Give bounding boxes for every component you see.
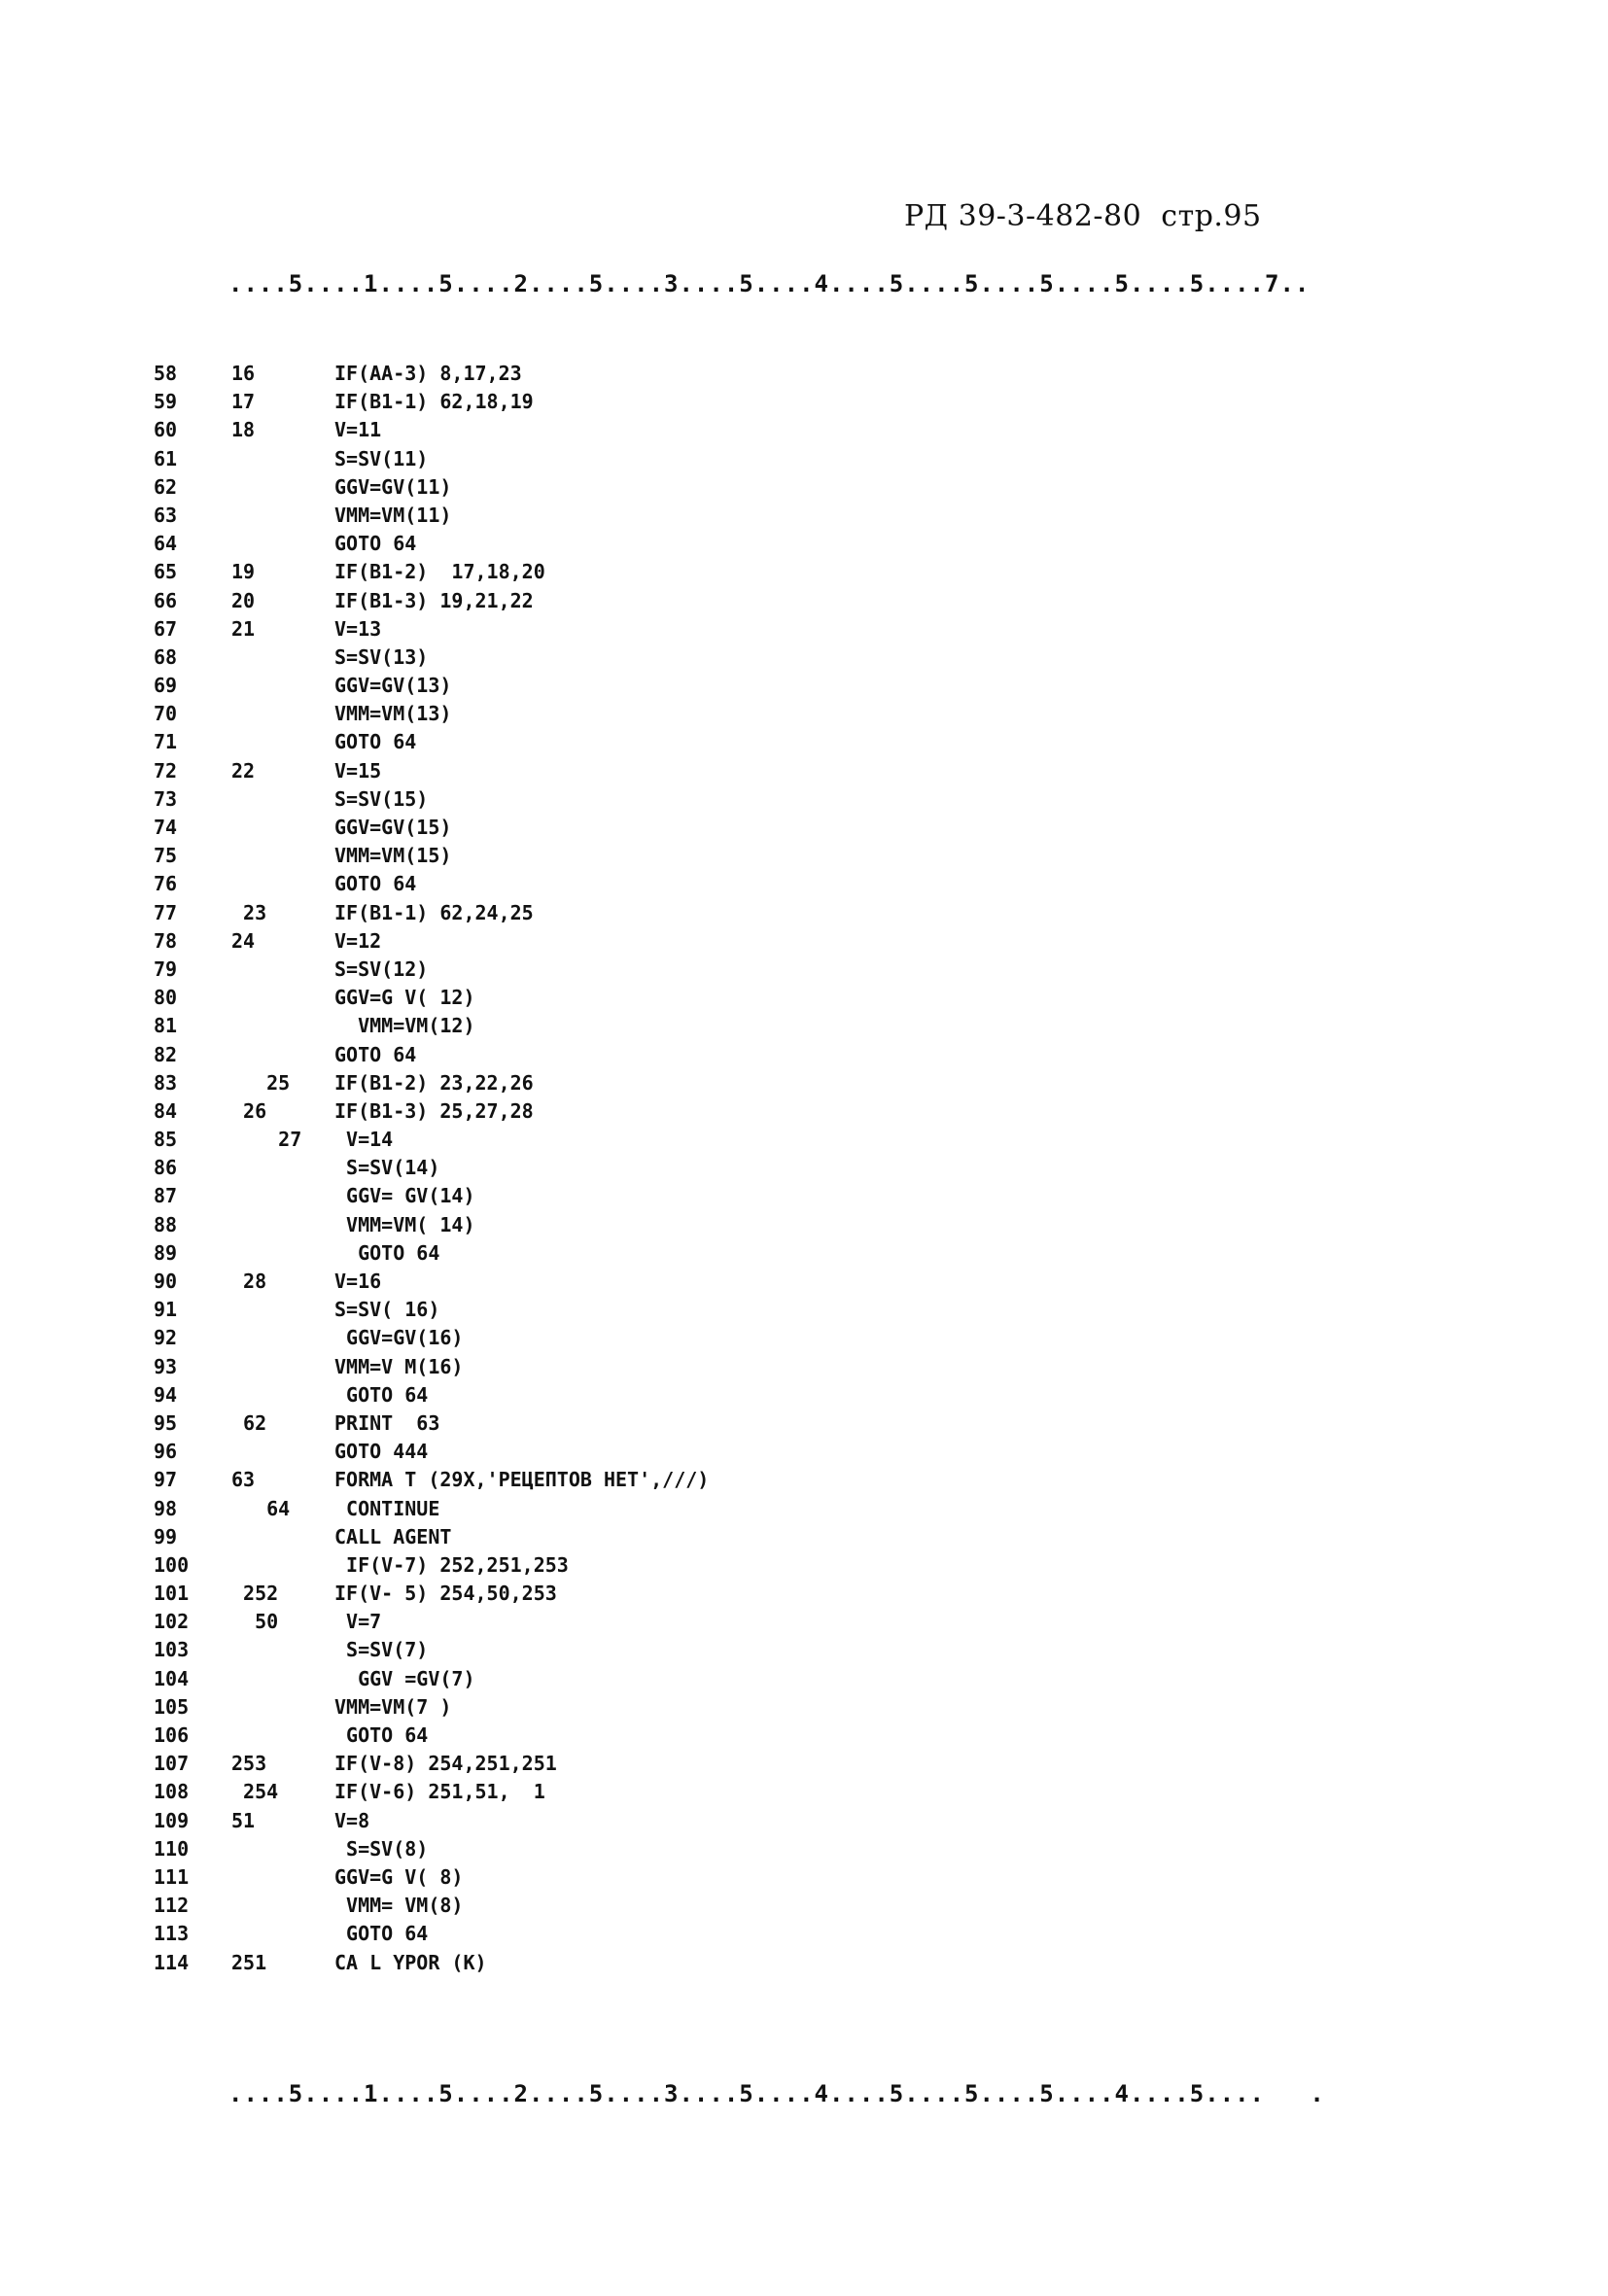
line-number: 78 (154, 928, 178, 953)
line-number: 68 (154, 644, 178, 669)
line-number: 77 (154, 900, 178, 924)
line-number: 59 (154, 390, 178, 414)
statement-label: 63 (231, 1468, 256, 1492)
statement-code: GOTO 64 (334, 1922, 429, 1946)
statement-label: 252 (231, 1582, 279, 1606)
line-number: 76 (154, 872, 178, 896)
statement-label: 51 (231, 1808, 256, 1832)
statement-code: V=15 (334, 758, 382, 783)
statement-code: VMM=VM(12) (334, 1014, 475, 1038)
statement-code: V=14 (334, 1128, 394, 1152)
statement-code: VMM=VM( 14) (334, 1212, 475, 1236)
statement-code: S=SV(14) (334, 1156, 440, 1180)
line-number: 66 (154, 588, 178, 612)
statement-label: 19 (231, 560, 256, 584)
line-number: 112 (154, 1894, 190, 1918)
line-number: 104 (154, 1666, 190, 1690)
line-number: 67 (154, 616, 178, 641)
statement-code: GGV=GV(13) (334, 674, 452, 698)
statement-code: VMM=VM(7 ) (334, 1694, 452, 1719)
line-number: 101 (154, 1582, 190, 1606)
line-number: 109 (154, 1808, 190, 1832)
statement-label: 253 (231, 1752, 267, 1776)
column-ruler-top: ....5....1....5....2....5....3....5....4....5....5....5....5....5....7.. (228, 270, 1311, 297)
line-number: 79 (154, 957, 178, 981)
statement-code: GOTO 64 (334, 532, 417, 556)
statement-label: 16 (231, 362, 256, 385)
line-number: 96 (154, 1440, 178, 1464)
line-number: 72 (154, 758, 178, 783)
statement-code: GGV=G V( 12) (334, 986, 475, 1010)
statement-code: GGV =GV(7) (334, 1666, 475, 1690)
line-number: 99 (154, 1524, 178, 1548)
line-number: 103 (154, 1638, 190, 1662)
statement-code: V=13 (334, 616, 382, 641)
line-number: 85 (154, 1128, 178, 1152)
line-number: 92 (154, 1326, 178, 1350)
line-number: 111 (154, 1864, 190, 1889)
statement-code: IF(V-6) 251,51, 1 (334, 1780, 545, 1804)
statement-label: 17 (231, 390, 256, 414)
page-header (904, 199, 1262, 233)
statement-code: IF(B1-3) 19,21,22 (334, 588, 534, 612)
statement-label: 251 (231, 1950, 267, 1974)
line-number: 89 (154, 1240, 178, 1265)
statement-code: S=SV(15) (334, 786, 429, 811)
statement-label: 20 (231, 588, 256, 612)
statement-code: V=16 (334, 1270, 382, 1293)
line-number: 95 (154, 1410, 178, 1435)
line-number: 110 (154, 1836, 190, 1861)
statement-label: 21 (231, 616, 256, 641)
line-number: 61 (154, 446, 178, 470)
line-number: 84 (154, 1098, 178, 1123)
statement-code: S=SV(12) (334, 957, 429, 981)
line-number: 105 (154, 1694, 190, 1719)
statement-label: 28 (231, 1270, 267, 1293)
statement-code: GOTO 444 (334, 1440, 429, 1464)
statement-code: GGV=GV(15) (334, 816, 452, 839)
statement-code: GGV=GV(11) (334, 474, 452, 499)
statement-code: IF(B1-2) 17,18,20 (334, 560, 545, 584)
line-number: 83 (154, 1070, 178, 1095)
line-number: 87 (154, 1184, 178, 1208)
line-number: 88 (154, 1212, 178, 1236)
statement-code: VMM=VM(11) (334, 503, 452, 527)
line-number: 94 (154, 1382, 178, 1407)
line-number: 65 (154, 560, 178, 584)
statement-code: IF(B1-1) 62,24,25 (334, 900, 534, 924)
line-number: 100 (154, 1552, 190, 1577)
line-number: 97 (154, 1468, 178, 1492)
statement-label: 64 (231, 1496, 291, 1520)
statement-code: IF(V-7) 252,251,253 (334, 1552, 569, 1577)
line-number: 81 (154, 1014, 178, 1038)
document-reference: РД 39-3-482-80 (904, 199, 1142, 233)
line-number: 64 (154, 532, 178, 556)
line-number: 71 (154, 730, 178, 754)
line-number: 113 (154, 1922, 190, 1946)
statement-code: PRINT 63 (334, 1410, 440, 1435)
line-number: 86 (154, 1156, 178, 1180)
statement-code: CA L YPOR (K) (334, 1950, 487, 1974)
line-number: 106 (154, 1723, 190, 1747)
statement-code: FORMA T (29X,'РЕЦЕПТОВ НЕТ',///) (334, 1468, 710, 1492)
line-number: 60 (154, 418, 178, 442)
statement-code: IF(V- 5) 254,50,253 (334, 1582, 557, 1606)
line-number: 82 (154, 1042, 178, 1066)
statement-label: 18 (231, 418, 256, 442)
line-number: 91 (154, 1298, 178, 1322)
statement-code: GOTO 64 (334, 1240, 440, 1265)
statement-label: 254 (231, 1780, 279, 1804)
statement-code: GOTO 64 (334, 1382, 429, 1407)
line-number: 62 (154, 474, 178, 499)
statement-label: 50 (231, 1610, 279, 1634)
statement-code: GOTO 64 (334, 1042, 417, 1066)
line-number: 75 (154, 844, 178, 868)
statement-code: S=SV(13) (334, 644, 429, 669)
statement-label: 26 (231, 1098, 267, 1123)
statement-code: IF(B1-2) 23,22,26 (334, 1070, 534, 1095)
statement-label: 25 (231, 1070, 291, 1095)
statement-code: V=12 (334, 928, 382, 953)
statement-label: 22 (231, 758, 256, 783)
statement-code: V=7 (334, 1610, 382, 1634)
statement-code: V=11 (334, 418, 382, 442)
statement-label: 24 (231, 928, 256, 953)
page-number: стр.95 (1161, 199, 1262, 233)
line-number: 63 (154, 503, 178, 527)
statement-code: GGV=G V( 8) (334, 1864, 464, 1889)
line-number: 70 (154, 702, 178, 726)
statement-code: S=SV(11) (334, 446, 429, 470)
statement-code: GGV= GV(14) (334, 1184, 475, 1208)
statement-code: VMM=V M(16) (334, 1354, 464, 1378)
statement-code: GOTO 64 (334, 730, 417, 754)
statement-code: IF(AA-3) 8,17,23 (334, 362, 522, 385)
line-number: 69 (154, 674, 178, 698)
statement-code: IF(B1-1) 62,18,19 (334, 390, 534, 414)
statement-label: 62 (231, 1410, 267, 1435)
statement-code: CALL AGENT (334, 1524, 452, 1548)
statement-code: S=SV(8) (334, 1836, 429, 1861)
line-number: 98 (154, 1496, 178, 1520)
line-number: 73 (154, 786, 178, 811)
statement-code: IF(V-8) 254,251,251 (334, 1752, 557, 1776)
line-number: 90 (154, 1270, 178, 1293)
line-number: 93 (154, 1354, 178, 1378)
statement-code: IF(B1-3) 25,27,28 (334, 1098, 534, 1123)
statement-code: GGV=GV(16) (334, 1326, 464, 1350)
line-number: 114 (154, 1950, 190, 1974)
line-number: 102 (154, 1610, 190, 1634)
line-number: 108 (154, 1780, 190, 1804)
statement-code: VMM=VM(15) (334, 844, 452, 868)
statement-label: 23 (231, 900, 267, 924)
statement-code: GOTO 64 (334, 872, 417, 896)
statement-code: VMM=VM(13) (334, 702, 452, 726)
statement-code: VMM= VM(8) (334, 1894, 464, 1918)
line-number: 74 (154, 816, 178, 839)
statement-label: 27 (231, 1128, 302, 1152)
line-number: 80 (154, 986, 178, 1010)
statement-code: CONTINUE (334, 1496, 440, 1520)
statement-code: S=SV(7) (334, 1638, 429, 1662)
statement-code: S=SV( 16) (334, 1298, 440, 1322)
statement-code: GOTO 64 (334, 1723, 429, 1747)
column-ruler-bottom: ....5....1....5....2....5....3....5....4....5....5....5....4....5.... . (228, 2080, 1325, 2107)
line-number: 107 (154, 1752, 190, 1776)
line-number: 58 (154, 362, 178, 385)
statement-code: V=8 (334, 1808, 370, 1832)
